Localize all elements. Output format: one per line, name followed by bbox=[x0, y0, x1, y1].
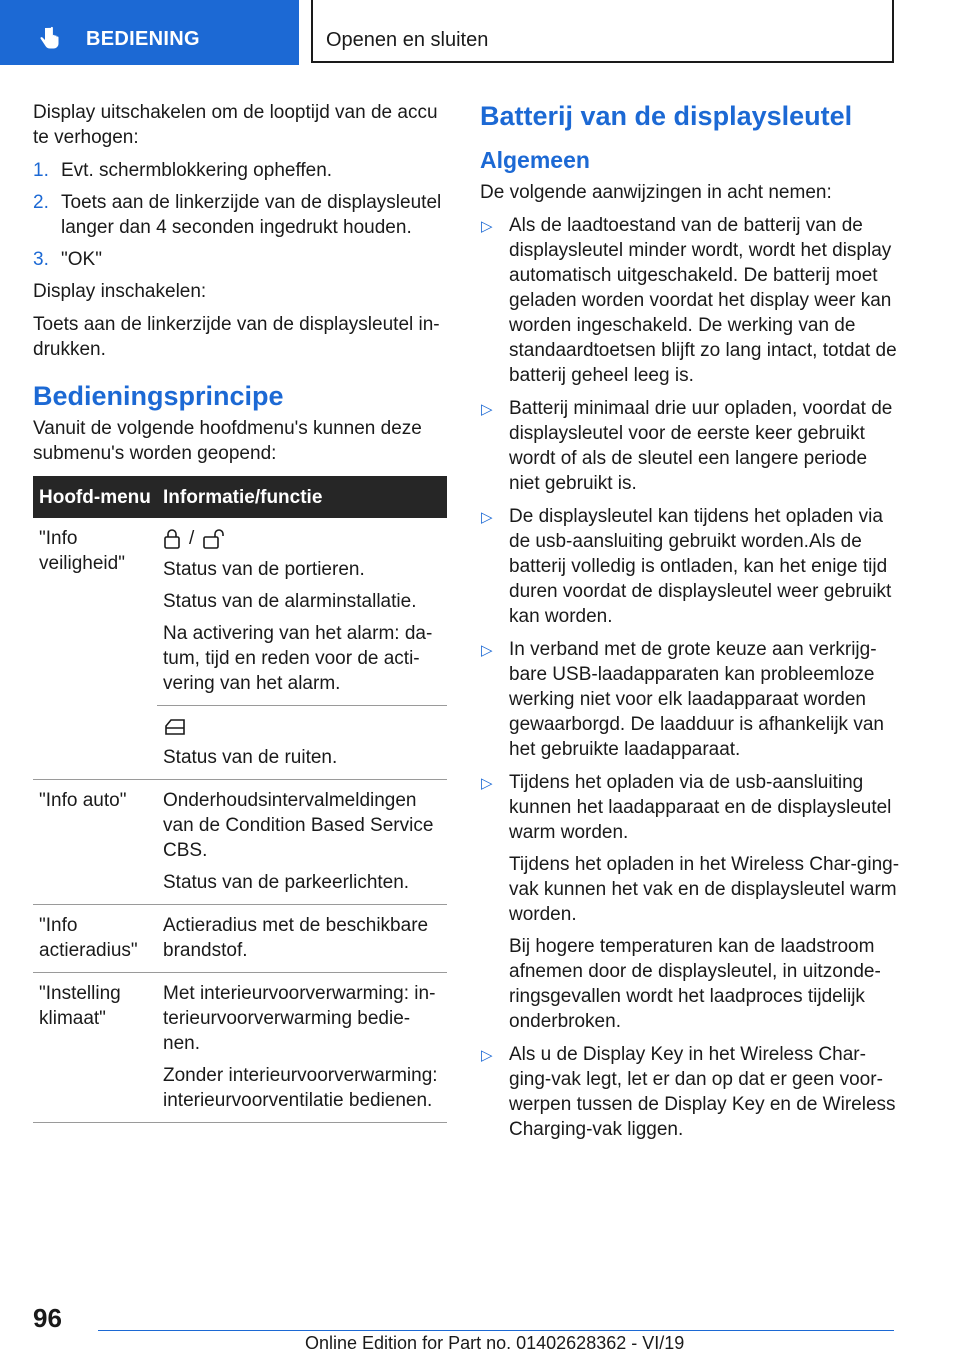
table-cell-info bbox=[157, 973, 447, 1123]
section-tab[interactable] bbox=[0, 0, 299, 65]
menu-table bbox=[33, 476, 447, 1123]
triangle-bullet-icon: ▷ bbox=[481, 775, 493, 792]
display-off-steps bbox=[33, 158, 447, 272]
list-item bbox=[480, 213, 900, 388]
chapter-title: Openen en sluiten bbox=[326, 29, 489, 51]
lock-open-icon bbox=[202, 529, 228, 549]
step-item bbox=[33, 158, 447, 183]
page-number: 96 bbox=[33, 1303, 62, 1333]
step-number: 1. bbox=[33, 160, 49, 181]
table-cell-menu: "Info auto" bbox=[33, 780, 157, 905]
table-cell-info bbox=[157, 780, 447, 905]
triangle-bullet-icon: ▷ bbox=[481, 401, 493, 418]
list-item bbox=[480, 1042, 900, 1142]
table-header-info: Informatie/functie bbox=[157, 476, 447, 518]
info-line: Status van de ruiten. bbox=[163, 747, 338, 768]
table-cell-info bbox=[157, 706, 447, 780]
list-item-text: Bij hogere temperaturen kan de laadstroom afnemen door de displaysleutel, in uitzonde-ringsgevallen wordt het laadproces tijdelijk onderbroken. bbox=[509, 936, 881, 1032]
list-item-text: Tijdens het opladen in het Wireless Char-ging-vak kunnen het vak en de displaysleutel warm worden. bbox=[509, 854, 900, 925]
step-text: Toets aan de linkerzijde van de displaysleutel langer dan 4 seconden ingedrukt houden. bbox=[61, 192, 442, 238]
info-line: Status van de alarminstallatie. bbox=[163, 591, 417, 612]
step-text: Evt. schermblokkering opheffen. bbox=[61, 160, 333, 181]
chapter-header bbox=[311, 0, 894, 63]
list-item-text: Als u de Display Key in het Wireless Char-ging-vak legt, let er dan op dat er geen voor-werpen tussen de Display Key en de Wireless Charging-vak liggen. bbox=[509, 1044, 896, 1140]
section-heading-batterij: Batterij van de displaysleutel bbox=[480, 101, 853, 131]
table-header-row bbox=[33, 476, 447, 518]
list-item-text: Batterij minimaal drie uur opladen, voordat de displaysleutel voor de eerste keer gebruikt wordt of als de sleutel een langere periode niet gebruikt is. bbox=[509, 398, 893, 494]
list-item-text: In verband met de grote keuze aan verkrijg-bare USB-laadapparaten kan probleemloze werking niet voor elk laadapparaat worden gewaarborgd. De laadduur is afhankelijk van het gebruikte laadapparaat. bbox=[509, 639, 884, 760]
table-header-menu: Hoofd-menu bbox=[33, 476, 157, 518]
info-line: Met interieurvoorverwarming: in-terieurvoorverwarming bedie-nen. bbox=[163, 983, 436, 1054]
subheading-algemeen: Algemeen bbox=[480, 147, 590, 173]
window-icon-line bbox=[163, 714, 441, 739]
list-item bbox=[480, 504, 900, 629]
table-cell-menu bbox=[33, 518, 157, 780]
list-item bbox=[480, 637, 900, 762]
triangle-bullet-icon: ▷ bbox=[481, 509, 493, 526]
info-line: Na activering van het alarm: da-tum, tijd en reden voor de acti-vering van het alarm. bbox=[163, 623, 433, 694]
triangle-bullet-icon: ▷ bbox=[481, 1047, 493, 1064]
display-off-intro: Display uitschakelen om de looptijd van de accu te verhogen: bbox=[33, 102, 438, 148]
notes-list bbox=[480, 213, 900, 1142]
list-item-text: Als de laadtoestand van de batterij van de displaysleutel minder wordt, wordt het display automatisch uitgeschakeld. De batterij moet geladen worden voordat het display weer kan worden ingeschakeld. De werking van de standaardtoetsen blijft zo lang intact, totdat de batterij geheel leeg is. bbox=[509, 215, 897, 386]
menu-label: "Info veiligheid" bbox=[39, 528, 125, 574]
list-item-text: De displaysleutel kan tijdens het opladen via de usb-aansluiting gebruikt worden.Als de batterij volledig is ontladen, kan het enige tijd duren voordat de displaysleutel weer gebruikt kan worden. bbox=[509, 506, 892, 627]
info-line: Zonder interieurvoorverwarming: interieurvoorventilatie bedienen. bbox=[163, 1065, 438, 1111]
icon-separator: / bbox=[189, 528, 195, 549]
step-number: 2. bbox=[33, 192, 49, 213]
display-on-text: Toets aan de linkerzijde van de displaysleutel in-drukken. bbox=[33, 314, 440, 360]
notes-intro: De volgende aanwijzingen in acht nemen: bbox=[480, 182, 832, 203]
section-tab-label: BEDIENING bbox=[86, 28, 200, 50]
triangle-bullet-icon: ▷ bbox=[481, 218, 493, 235]
table-row bbox=[33, 780, 447, 905]
display-on-intro: Display inschakelen: bbox=[33, 281, 207, 302]
table-cell-info bbox=[157, 905, 447, 973]
step-number: 3. bbox=[33, 249, 49, 270]
table-cell-menu: "Info actieradius" bbox=[33, 905, 157, 973]
info-line: Onderhoudsintervalmeldingen van de Condition Based Service CBS. bbox=[163, 790, 434, 861]
footer-edition: Online Edition for Part no. 01402628362 - VI/19 bbox=[305, 1333, 685, 1353]
table-cell-info bbox=[157, 518, 447, 706]
info-line: Actieradius met de beschikbare brandstof. bbox=[163, 915, 429, 961]
window-icon bbox=[163, 717, 187, 737]
step-item bbox=[33, 190, 447, 240]
table-row bbox=[33, 973, 447, 1123]
list-item bbox=[480, 396, 900, 496]
touch-hand-icon bbox=[38, 26, 62, 52]
info-line: Status van de portieren. bbox=[163, 559, 365, 580]
section-heading-bedieningsprincipe: Bedieningsprincipe bbox=[33, 381, 284, 411]
table-row bbox=[33, 905, 447, 973]
list-item-text: Tijdens het opladen via de usb-aansluiting kunnen het laadapparaat en de displaysleutel warm worden. bbox=[509, 772, 892, 843]
footer-divider bbox=[98, 1330, 894, 1331]
lock-icons bbox=[163, 526, 441, 551]
right-column bbox=[480, 100, 900, 1150]
step-item bbox=[33, 247, 447, 272]
info-line: Status van de parkeerlichten. bbox=[163, 872, 410, 893]
list-item bbox=[480, 770, 900, 1034]
table-cell-menu: "Instelling klimaat" bbox=[33, 973, 157, 1123]
section-intro: Vanuit de volgende hoofdmenu's kunnen deze submenu's worden geopend: bbox=[33, 418, 422, 464]
step-text: "OK" bbox=[61, 249, 102, 270]
table-row bbox=[33, 518, 447, 706]
lock-closed-icon bbox=[163, 529, 181, 549]
left-column bbox=[33, 100, 447, 1123]
triangle-bullet-icon: ▷ bbox=[481, 642, 493, 659]
